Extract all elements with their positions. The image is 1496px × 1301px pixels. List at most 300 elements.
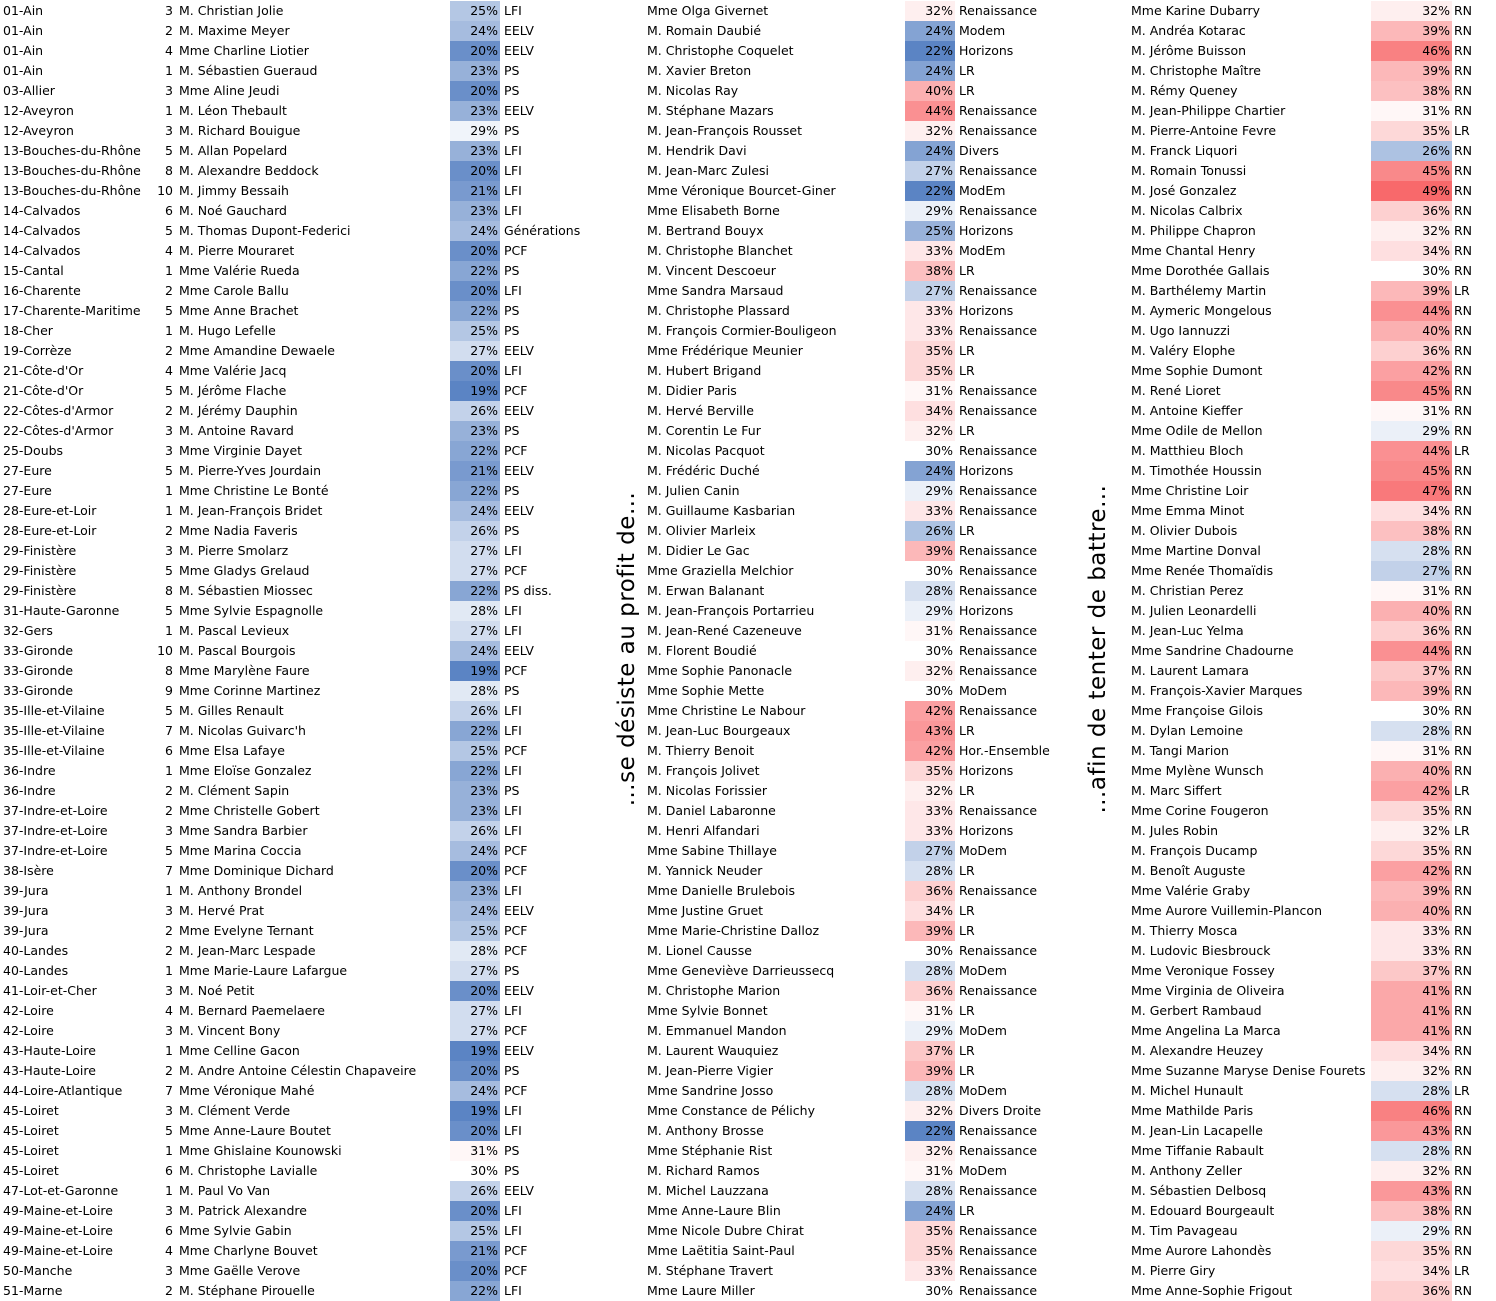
circonscription-cell: 10 <box>157 183 173 198</box>
opponent-candidate: M. Christophe Maître <box>1131 63 1261 78</box>
department-cell: 27-Eure <box>3 463 52 478</box>
department-cell: 32-Gers <box>3 623 53 638</box>
circonscription-cell: 6 <box>165 743 173 758</box>
beneficiary-party: LR <box>959 363 975 378</box>
circonscription-cell: 2 <box>165 343 173 358</box>
withdrawing-candidate: Mme Charlyne Bouvet <box>179 1243 318 1258</box>
opponent-score: 45% <box>1371 461 1452 481</box>
opponent-score: 41% <box>1371 1021 1452 1041</box>
beneficiary-party: ModEm <box>959 183 1006 198</box>
beneficiary-candidate: Mme Christine Le Nabour <box>647 703 806 718</box>
opponent-party: RN <box>1454 103 1473 118</box>
beneficiary-score: 32% <box>905 121 955 141</box>
opponent-score: 28% <box>1371 721 1452 741</box>
withdrawing-score: 20% <box>450 861 500 881</box>
opponent-party: RN <box>1454 483 1473 498</box>
withdrawing-candidate: Mme Sylvie Espagnolle <box>179 603 324 618</box>
department-cell: 01-Ain <box>3 23 44 38</box>
beneficiary-candidate: Mme Stéphanie Rist <box>647 1143 773 1158</box>
table-row <box>0 501 1496 521</box>
beneficiary-party: Divers <box>959 143 999 158</box>
beneficiary-candidate: M. Frédéric Duché <box>647 463 760 478</box>
beneficiary-party: Renaissance <box>959 983 1038 998</box>
withdrawing-party: LFI <box>504 823 522 838</box>
opponent-party: RN <box>1454 343 1473 358</box>
opponent-party: RN <box>1454 143 1473 158</box>
beneficiary-candidate: M. Nicolas Forissier <box>647 783 768 798</box>
beneficiary-score: 27% <box>905 161 955 181</box>
opponent-score: 39% <box>1371 21 1452 41</box>
beneficiary-party: Renaissance <box>959 543 1038 558</box>
withdrawing-party: LFI <box>504 1103 522 1118</box>
opponent-score: 46% <box>1371 41 1452 61</box>
table-row <box>0 601 1496 621</box>
table-row <box>0 521 1496 541</box>
beneficiary-candidate: M. Corentin Le Fur <box>647 423 761 438</box>
opponent-score: 36% <box>1371 341 1452 361</box>
opponent-score: 43% <box>1371 1121 1452 1141</box>
beneficiary-party: Renaissance <box>959 203 1038 218</box>
opponent-candidate: M. Gerbert Rambaud <box>1131 1003 1262 1018</box>
beneficiary-score: 33% <box>905 301 955 321</box>
circonscription-cell: 4 <box>165 43 173 58</box>
beneficiary-candidate: M. Daniel Labaronne <box>647 803 776 818</box>
opponent-score: 28% <box>1371 1081 1452 1101</box>
circonscription-cell: 4 <box>165 243 173 258</box>
beneficiary-party: LR <box>959 1203 975 1218</box>
withdrawing-score: 28% <box>450 941 500 961</box>
withdrawing-score: 20% <box>450 81 500 101</box>
withdrawing-party: PCF <box>504 1263 528 1278</box>
opponent-party: RN <box>1454 403 1473 418</box>
beneficiary-party: Renaissance <box>959 443 1038 458</box>
withdrawing-candidate: M. Nicolas Guivarc'h <box>179 723 306 738</box>
beneficiary-party: LR <box>959 783 975 798</box>
opponent-score: 26% <box>1371 141 1452 161</box>
department-cell: 33-Gironde <box>3 683 74 698</box>
circonscription-cell: 1 <box>165 323 173 338</box>
opponent-score: 38% <box>1371 521 1452 541</box>
beneficiary-candidate: M. Christophe Plassard <box>647 303 790 318</box>
department-cell: 35-Ille-et-Vilaine <box>3 703 105 718</box>
opponent-candidate: M. Edouard Bourgeault <box>1131 1203 1275 1218</box>
beneficiary-candidate: M. Christophe Coquelet <box>647 43 794 58</box>
department-cell: 37-Indre-et-Loire <box>3 843 108 858</box>
beneficiary-candidate: Mme Sandrine Josso <box>647 1083 774 1098</box>
opponent-score: 28% <box>1371 541 1452 561</box>
beneficiary-score: 31% <box>905 381 955 401</box>
beneficiary-score: 34% <box>905 401 955 421</box>
withdrawing-candidate: M. Noé Gauchard <box>179 203 287 218</box>
table-row <box>0 121 1496 141</box>
table-row <box>0 221 1496 241</box>
withdrawing-candidate: M. Vincent Bony <box>179 1023 281 1038</box>
table-row <box>0 441 1496 461</box>
department-cell: 31-Haute-Garonne <box>3 603 120 618</box>
opponent-party: RN <box>1454 3 1473 18</box>
department-cell: 01-Ain <box>3 43 44 58</box>
withdrawing-party: PCF <box>504 863 528 878</box>
withdrawing-candidate: M. Anthony Brondel <box>179 883 303 898</box>
withdrawing-score: 23% <box>450 781 500 801</box>
opponent-candidate: M. Julien Leonardelli <box>1131 603 1257 618</box>
circonscription-cell: 5 <box>165 843 173 858</box>
department-cell: 45-Loiret <box>3 1123 59 1138</box>
withdrawing-candidate: M. Clément Verde <box>179 1103 291 1118</box>
beneficiary-party: Renaissance <box>959 1223 1038 1238</box>
circonscription-cell: 5 <box>165 1123 173 1138</box>
circonscription-cell: 3 <box>165 823 173 838</box>
beneficiary-party: Renaissance <box>959 1143 1038 1158</box>
beneficiary-candidate: M. Vincent Descoeur <box>647 263 776 278</box>
withdrawing-candidate: Mme Virginie Dayet <box>179 443 303 458</box>
withdrawing-candidate: M. Jimmy Bessaih <box>179 183 289 198</box>
withdrawing-candidate: M. Hugo Lefelle <box>179 323 276 338</box>
beneficiary-candidate: Mme Frédérique Meunier <box>647 343 803 358</box>
beneficiary-party: Horizons <box>959 303 1014 318</box>
table-row <box>0 481 1496 501</box>
beneficiary-score: 30% <box>905 641 955 661</box>
withdrawing-score: 24% <box>450 641 500 661</box>
beneficiary-candidate: M. François Cormier-Bouligeon <box>647 323 837 338</box>
circonscription-cell: 1 <box>165 503 173 518</box>
withdrawing-party: LFI <box>504 623 522 638</box>
department-cell: 42-Loire <box>3 1023 54 1038</box>
beneficiary-score: 35% <box>905 1241 955 1261</box>
opponent-candidate: M. Tim Pavageau <box>1131 1223 1238 1238</box>
withdrawing-party: PCF <box>504 1023 528 1038</box>
opponent-party: RN <box>1454 203 1473 218</box>
withdrawing-party: PS <box>504 323 520 338</box>
beneficiary-party: Renaissance <box>959 1123 1038 1138</box>
opponent-party: RN <box>1454 1123 1473 1138</box>
withdrawing-party: PS <box>504 83 520 98</box>
opponent-party: RN <box>1454 903 1473 918</box>
table-row <box>0 1081 1496 1101</box>
beneficiary-candidate: M. Christophe Blanchet <box>647 243 793 258</box>
table-row <box>0 241 1496 261</box>
opponent-party: RN <box>1454 83 1473 98</box>
withdrawing-candidate: M. Jean-Marc Lespade <box>179 943 316 958</box>
withdrawing-score: 26% <box>450 821 500 841</box>
department-cell: 49-Maine-et-Loire <box>3 1243 113 1258</box>
opponent-candidate: Mme Karine Dubarry <box>1131 3 1261 18</box>
beneficiary-score: 40% <box>905 81 955 101</box>
opponent-score: 40% <box>1371 901 1452 921</box>
withdrawing-score: 26% <box>450 521 500 541</box>
beneficiary-score: 24% <box>905 61 955 81</box>
withdrawing-candidate: M. Jean-François Bridet <box>179 503 323 518</box>
circonscription-cell: 6 <box>165 203 173 218</box>
beneficiary-candidate: Mme Elisabeth Borne <box>647 203 780 218</box>
circonscription-cell: 7 <box>165 863 173 878</box>
withdrawing-score: 19% <box>450 381 500 401</box>
department-cell: 01-Ain <box>3 3 44 18</box>
withdrawing-candidate: M. Léon Thebault <box>179 103 287 118</box>
withdrawing-party: LFI <box>504 143 522 158</box>
department-cell: 17-Charente-Maritime <box>3 303 141 318</box>
circonscription-cell: 8 <box>165 583 173 598</box>
withdrawing-score: 23% <box>450 801 500 821</box>
withdrawing-score: 25% <box>450 1221 500 1241</box>
opponent-candidate: Mme Anne-Sophie Frigout <box>1131 1283 1293 1298</box>
opponent-candidate: Mme Chantal Henry <box>1131 243 1256 258</box>
beneficiary-party: Renaissance <box>959 403 1038 418</box>
beneficiary-candidate: M. Hendrik Davi <box>647 143 747 158</box>
circonscription-cell: 7 <box>165 723 173 738</box>
opponent-candidate: Mme Dorothée Gallais <box>1131 263 1270 278</box>
withdrawing-score: 30% <box>450 1161 500 1181</box>
withdrawing-score: 21% <box>450 461 500 481</box>
withdrawing-score: 22% <box>450 1281 500 1301</box>
beneficiary-candidate: Mme Olga Givernet <box>647 3 769 18</box>
opponent-score: 36% <box>1371 621 1452 641</box>
withdrawing-party: PCF <box>504 1243 528 1258</box>
table-row <box>0 1261 1496 1281</box>
withdrawing-party: EELV <box>504 403 534 418</box>
withdrawing-score: 26% <box>450 401 500 421</box>
withdrawing-party: LFI <box>504 1123 522 1138</box>
opponent-score: 33% <box>1371 921 1452 941</box>
table-row <box>0 1141 1496 1161</box>
department-cell: 44-Loire-Atlantique <box>3 1083 123 1098</box>
withdrawing-score: 23% <box>450 201 500 221</box>
withdrawing-party: LFI <box>504 723 522 738</box>
withdrawing-score: 25% <box>450 321 500 341</box>
withdrawing-score: 20% <box>450 281 500 301</box>
beneficiary-party: LR <box>959 263 975 278</box>
withdrawing-party: PS <box>504 483 520 498</box>
opponent-party: RN <box>1454 23 1473 38</box>
table-row <box>0 961 1496 981</box>
department-cell: 43-Haute-Loire <box>3 1063 96 1078</box>
withdrawing-candidate: Mme Elsa Lafaye <box>179 743 285 758</box>
beneficiary-candidate: Mme Justine Gruet <box>647 903 764 918</box>
table-row <box>0 921 1496 941</box>
table-row <box>0 581 1496 601</box>
opponent-party: RN <box>1454 843 1473 858</box>
opponent-candidate: M. Tangi Marion <box>1131 743 1229 758</box>
department-cell: 35-Ille-et-Vilaine <box>3 743 105 758</box>
withdrawing-candidate: Mme Gaëlle Verove <box>179 1263 301 1278</box>
beneficiary-score: 28% <box>905 581 955 601</box>
table-row <box>0 1121 1496 1141</box>
beneficiary-candidate: M. Nicolas Pacquot <box>647 443 765 458</box>
beneficiary-candidate: M. Julien Canin <box>647 483 740 498</box>
opponent-candidate: M. Benoît Auguste <box>1131 863 1246 878</box>
withdrawing-score: 24% <box>450 21 500 41</box>
department-cell: 47-Lot-et-Garonne <box>3 1183 119 1198</box>
beneficiary-score: 33% <box>905 801 955 821</box>
beneficiary-score: 31% <box>905 1161 955 1181</box>
opponent-candidate: M. Ludovic Biesbrouck <box>1131 943 1271 958</box>
department-cell: 28-Eure-et-Loir <box>3 503 97 518</box>
opponent-candidate: M. Timothée Houssin <box>1131 463 1262 478</box>
beneficiary-party: Horizons <box>959 463 1014 478</box>
beneficiary-party: Renaissance <box>959 163 1038 178</box>
withdrawing-score: 26% <box>450 701 500 721</box>
beneficiary-score: 24% <box>905 141 955 161</box>
table-row <box>0 101 1496 121</box>
circonscription-cell: 9 <box>165 683 173 698</box>
table-row <box>0 1061 1496 1081</box>
table-row <box>0 901 1496 921</box>
opponent-party: RN <box>1454 63 1473 78</box>
department-cell: 40-Landes <box>3 943 69 958</box>
opponent-party: RN <box>1454 1143 1473 1158</box>
beneficiary-score: 32% <box>905 781 955 801</box>
beneficiary-candidate: M. Jean-René Cazeneuve <box>647 623 802 638</box>
withdrawing-score: 22% <box>450 721 500 741</box>
opponent-candidate: M. Anthony Zeller <box>1131 1163 1242 1178</box>
opponent-party: RN <box>1454 963 1473 978</box>
opponent-score: 34% <box>1371 241 1452 261</box>
beneficiary-score: 30% <box>905 1281 955 1301</box>
withdrawing-score: 29% <box>450 121 500 141</box>
withdrawing-score: 22% <box>450 761 500 781</box>
department-cell: 22-Côtes-d'Armor <box>3 423 114 438</box>
department-cell: 13-Bouches-du-Rhône <box>3 163 141 178</box>
opponent-candidate: Mme Tiffanie Rabault <box>1131 1143 1264 1158</box>
circonscription-cell: 3 <box>165 903 173 918</box>
withdrawing-candidate: M. Pierre-Yves Jourdain <box>179 463 322 478</box>
withdrawing-score: 23% <box>450 421 500 441</box>
beneficiary-candidate: Mme Sophie Mette <box>647 683 765 698</box>
department-cell: 49-Maine-et-Loire <box>3 1223 113 1238</box>
circonscription-cell: 4 <box>165 363 173 378</box>
beneficiary-party: Renaissance <box>959 123 1038 138</box>
table-row <box>0 541 1496 561</box>
beneficiary-party: Renaissance <box>959 663 1038 678</box>
beneficiary-score: 30% <box>905 561 955 581</box>
opponent-score: 42% <box>1371 781 1452 801</box>
withdrawing-score: 24% <box>450 841 500 861</box>
circonscription-cell: 3 <box>165 443 173 458</box>
beneficiary-candidate: M. Xavier Breton <box>647 63 752 78</box>
withdrawing-candidate: Mme Corinne Martinez <box>179 683 321 698</box>
withdrawing-party: EELV <box>504 43 534 58</box>
circonscription-cell: 1 <box>165 63 173 78</box>
opponent-score: 49% <box>1371 181 1452 201</box>
withdrawing-candidate: Mme Sandra Barbier <box>179 823 308 838</box>
opponent-candidate: M. Jérôme Buisson <box>1131 43 1247 58</box>
opponent-score: 32% <box>1371 1 1452 21</box>
opponent-party: RN <box>1454 423 1473 438</box>
circonscription-cell: 5 <box>165 223 173 238</box>
department-cell: 13-Bouches-du-Rhône <box>3 183 141 198</box>
withdrawing-score: 25% <box>450 921 500 941</box>
beneficiary-score: 39% <box>905 1061 955 1081</box>
circonscription-cell: 3 <box>165 3 173 18</box>
withdrawing-score: 23% <box>450 101 500 121</box>
withdrawing-candidate: M. Sébastien Gueraud <box>179 63 318 78</box>
opponent-score: 28% <box>1371 1141 1452 1161</box>
opponent-score: 40% <box>1371 321 1452 341</box>
withdrawing-score: 21% <box>450 181 500 201</box>
beneficiary-candidate: M. Florent Boudié <box>647 643 757 658</box>
label-se-desiste: …se désiste au profit de… <box>614 491 640 807</box>
circonscription-cell: 8 <box>165 163 173 178</box>
withdrawing-party: PCF <box>504 383 528 398</box>
withdrawing-party: PCF <box>504 563 528 578</box>
withdrawing-score: 24% <box>450 1081 500 1101</box>
beneficiary-score: 36% <box>905 881 955 901</box>
withdrawing-candidate: Mme Carole Ballu <box>179 283 289 298</box>
beneficiary-candidate: Mme Laure Miller <box>647 1283 755 1298</box>
withdrawing-candidate: M. Gilles Renault <box>179 703 284 718</box>
opponent-party: RN <box>1454 883 1473 898</box>
withdrawing-score: 27% <box>450 1001 500 1021</box>
beneficiary-score: 36% <box>905 981 955 1001</box>
withdrawing-candidate: Mme Evelyne Ternant <box>179 923 314 938</box>
opponent-score: 32% <box>1371 1061 1452 1081</box>
opponent-candidate: M. Valéry Elophe <box>1131 343 1236 358</box>
withdrawing-party: PS <box>504 1063 520 1078</box>
opponent-score: 31% <box>1371 741 1452 761</box>
opponent-score: 31% <box>1371 401 1452 421</box>
withdrawing-candidate: M. Paul Vo Van <box>179 1183 271 1198</box>
withdrawing-candidate: Mme Nadia Faveris <box>179 523 298 538</box>
opponent-party: RN <box>1454 863 1473 878</box>
withdrawing-score: 23% <box>450 881 500 901</box>
opponent-candidate: M. Jean-Lin Lacapelle <box>1131 1123 1263 1138</box>
beneficiary-party: Renaissance <box>959 283 1038 298</box>
department-cell: 14-Calvados <box>3 223 81 238</box>
opponent-party: RN <box>1454 703 1473 718</box>
withdrawing-candidate: M. Andre Antoine Célestin Chapaveire <box>179 1063 417 1078</box>
opponent-candidate: M. Thierry Mosca <box>1131 923 1238 938</box>
beneficiary-score: 35% <box>905 761 955 781</box>
circonscription-cell: 1 <box>165 1143 173 1158</box>
opponent-candidate: M. Pierre-Antoine Fevre <box>1131 123 1277 138</box>
withdrawing-candidate: M. Pierre Mouraret <box>179 243 295 258</box>
opponent-score: 36% <box>1371 201 1452 221</box>
opponent-score: 44% <box>1371 441 1452 461</box>
beneficiary-score: 42% <box>905 701 955 721</box>
circonscription-cell: 5 <box>165 703 173 718</box>
withdrawing-party: PCF <box>504 923 528 938</box>
opponent-candidate: Mme Corine Fougeron <box>1131 803 1269 818</box>
opponent-candidate: Mme Odile de Mellon <box>1131 423 1263 438</box>
department-cell: 36-Indre <box>3 763 56 778</box>
circonscription-cell: 1 <box>165 103 173 118</box>
department-cell: 14-Calvados <box>3 243 81 258</box>
opponent-score: 34% <box>1371 1261 1452 1281</box>
withdrawing-party: LFI <box>504 203 522 218</box>
opponent-party: RN <box>1454 183 1473 198</box>
beneficiary-candidate: M. Jean-Luc Bourgeaux <box>647 723 791 738</box>
beneficiary-score: 31% <box>905 1001 955 1021</box>
withdrawing-score: 26% <box>450 1181 500 1201</box>
table-row <box>0 861 1496 881</box>
beneficiary-party: MoDem <box>959 843 1007 858</box>
withdrawing-candidate: Mme Véronique Mahé <box>179 1083 315 1098</box>
beneficiary-candidate: Mme Danielle Brulebois <box>647 883 795 898</box>
withdrawing-score: 22% <box>450 581 500 601</box>
department-cell: 28-Eure-et-Loir <box>3 523 97 538</box>
opponent-score: 42% <box>1371 861 1452 881</box>
beneficiary-score: 31% <box>905 621 955 641</box>
beneficiary-party: Modem <box>959 23 1006 38</box>
circonscription-cell: 5 <box>165 463 173 478</box>
beneficiary-score: 33% <box>905 321 955 341</box>
beneficiary-candidate: M. Hervé Berville <box>647 403 754 418</box>
department-cell: 37-Indre-et-Loire <box>3 823 108 838</box>
circonscription-cell: 7 <box>165 1083 173 1098</box>
beneficiary-score: 22% <box>905 181 955 201</box>
withdrawing-score: 27% <box>450 621 500 641</box>
opponent-party: RN <box>1454 1243 1473 1258</box>
